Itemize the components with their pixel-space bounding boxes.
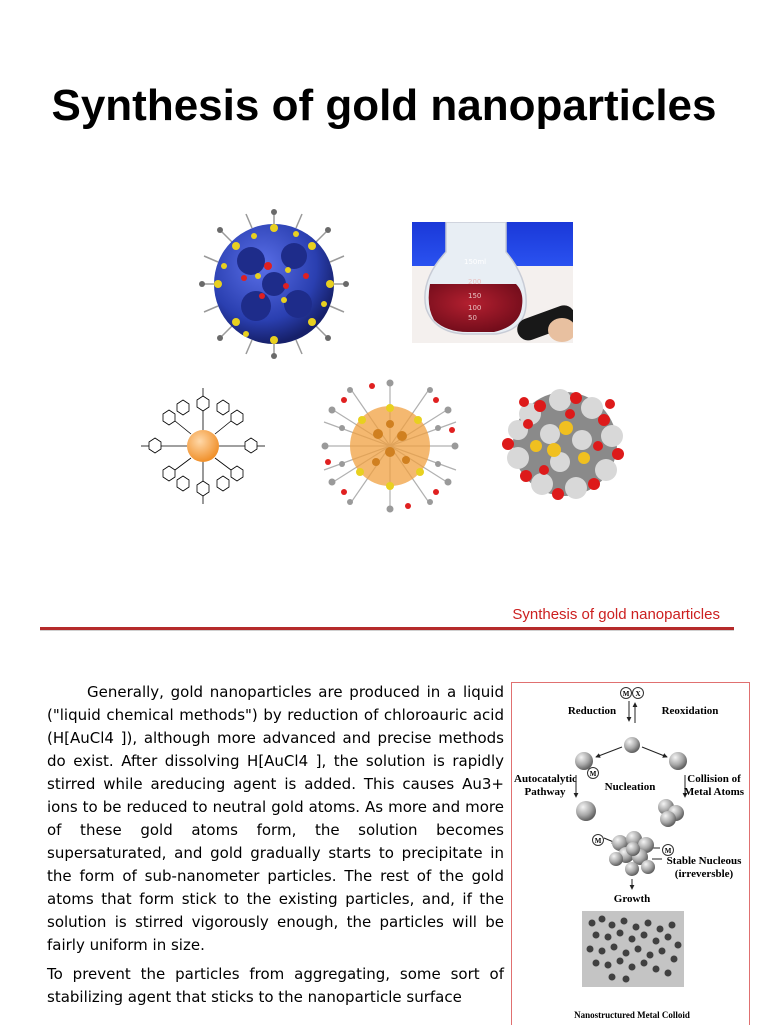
ligand-symbol: X: [635, 690, 641, 698]
label-reduction: Reduction: [567, 705, 617, 717]
nucleation-figure: [511, 682, 750, 1025]
label-autocatalytic-pathway: Autocatalytic Pathway: [514, 773, 577, 798]
label-stable-nucleus: Stable Nucleous (irreversble): [666, 855, 742, 880]
metal-bubble-1: M: [589, 770, 597, 778]
body-text: [47, 681, 504, 1015]
flask-mark-100: 100: [468, 304, 482, 312]
flask-mark-150: 150: [468, 292, 482, 300]
label-growth: Growth: [613, 893, 651, 905]
figure-caption: Nanostructured Metal Colloid: [574, 1010, 690, 1020]
page-header: Synthesis of gold nanoparticles: [512, 606, 720, 623]
paragraph-2: To prevent the particles from aggregating, some sort of stabilizing agent that sticks to the nanoparticle surface: [47, 965, 504, 1006]
ligand-coated-particle-diagram: [133, 380, 273, 512]
flask-mark-50: 50: [468, 314, 477, 322]
metal-bubble-3: M: [664, 847, 672, 855]
flask-mark-150ml: 150ml: [464, 258, 487, 266]
label-collision: Collision of Metal Atoms: [683, 773, 745, 798]
metal-symbol: M: [622, 690, 630, 698]
paragraph-1: Generally, gold nanoparticles are produced in a liquid ("liquid chemical methods") by reduction of chloroauric acid (H[AuCl4 ]), although more advanced and precise methods do exist. After dissolving H[AuCl4 ], the solution is rapidly stirred while areducing agent is added. This causes Au3+ ions to be reduced to neutral gold atoms. As more and more of these gold atoms form, the solution becomes supersaturated, and gold gradually starts to precipitate in the form of sub-nanometer particles. The rest of the gold atoms that form stick to the existing particles, and, if the solution is stirred vigorously enough, the particles will be fairly uniform in size.: [47, 683, 504, 954]
space-filling-cluster: [500, 384, 630, 502]
label-nucleation: Nucleation: [604, 781, 656, 793]
red-colloid-flask: [412, 222, 573, 343]
flask-mark-200: 200: [468, 278, 482, 286]
header-rule: [40, 627, 734, 630]
slide-title: Synthesis of gold nanoparticles: [51, 81, 717, 130]
nucleation-diagram: [512, 683, 749, 1025]
metal-bubble-2: M: [594, 837, 602, 845]
gold-nanoparticle-model: [196, 206, 352, 362]
ball-and-stick-cluster: [320, 378, 460, 514]
label-reoxidation: Reoxidation: [661, 705, 719, 717]
